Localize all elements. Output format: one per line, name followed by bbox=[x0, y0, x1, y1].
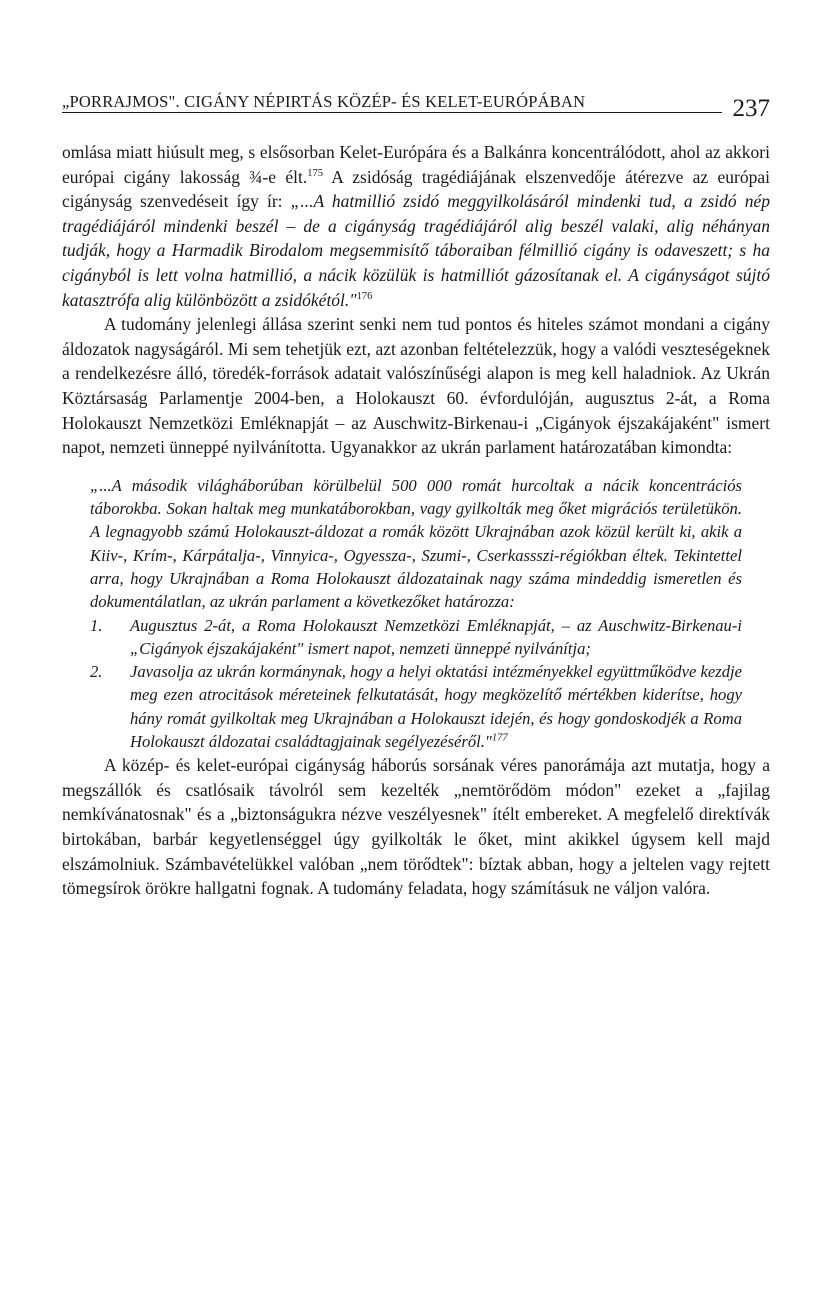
header-rule bbox=[62, 112, 722, 113]
paragraph-2: A tudomány jelenlegi állása szerint senki nem tud pontos és hiteles számot mondani a cigány áldozatok nagyságáról. Mi sem tehetjük ezt, azt azonban feltételezzük, hogy a valódi veszteségeknek a rendelkezésre álló, töredék-források adatait valószínűségi alapon is meg kell haladniok. Az Ukrán Köztársaság Parlamentje 2004-ben, a Holokauszt 60. évfordulóján, augusztus 2-át, a Roma Holokauszt Nemzetközi Emléknapját – az Auschwitz-Birkenau-i „Cigányok éjszakájaként" ismert napot, nemzeti ünneppé nyilvánította. Ugyanakkor az ukrán parlament határozatában kimondta: bbox=[62, 314, 770, 458]
paragraph-1 bbox=[62, 140, 770, 312]
list-item-number: 1. bbox=[90, 615, 103, 635]
running-title: „PORRAJMOS". CIGÁNY NÉPIRTÁS KÖZÉP- ÉS KELET-EURÓPÁBAN bbox=[62, 92, 586, 111]
quotation-list-item bbox=[90, 614, 742, 661]
page-header bbox=[62, 88, 770, 124]
paragraph-1-text-cont: A zsidóság tragédiájának elszenvedője átérezve az európai cigányság szenvedéseit így ír: bbox=[62, 166, 770, 212]
list-item-text: Javasolja az ukrán kormánynak, hogy a helyi oktatási intézményekkel együttműködve kezdje meg ezen atrocitások méreteinek felkutatását, hogy megközelítő mértékben kiderítse, hogy hány romát gyilkoltak meg Ukrajnában a Holokauszt idején, és hogy gondoskodjék a Roma Holokauszt áldozatai családtagjainak segélyezéséről." bbox=[130, 662, 742, 751]
page-body bbox=[62, 140, 770, 901]
quotation-list bbox=[90, 614, 742, 754]
page-number: 237 bbox=[732, 95, 770, 122]
paragraph-3: A közép- és kelet-európai cigányság háborús sorsának véres panorámája azt mutatja, hogy a megszállók és csatlósaik távolról sem kezelték „nemtörődöm módon" ezeket a „fajilag nemkívánatosnak" és a „biztonságukra nézve veszélyesnek" ítélt embereket. A megfelelő direktívák birtokában, barbár kegyetlenséggel úgy gyilkolták le őket, mint akikkel úgysem kell majd elszámolniuk. Számbavételükkel valóban „nem törődtek": bíztak abban, hogy a jeltelen vagy rejtett tömegsírok örökre hallgatni fognak. A tudomány feladata, hogy számításuk ne váljon valóra. bbox=[62, 755, 770, 899]
list-item-text: Augusztus 2-át, a Roma Holokauszt Nemzetközi Emléknapját, – az Auschwitz-Birkenau-i „Cigányok éjszakájaként" ismert napot, nemzeti ünneppé nyilvánítja; bbox=[130, 615, 742, 658]
paragraph-1-text: omlása miatt hiúsult meg, s elsősorban Kelet-Európára és a Balkánra koncentrálódott, ahol az akkori európai cigány lakosság ¾-e élt. bbox=[62, 142, 770, 187]
list-item-number: 2. bbox=[90, 662, 103, 682]
quotation-intro: „...A második világháborúban körülbelül 500 000 romát hurcoltak a nácik koncentrációs táborokba. Sokan haltak meg munkatáborokban, vagy gyilkolták meg őket migrációs területükön. A legnagyobb számú Holokauszt-áldozat a romák között Ukrajnában azok közül került ki, akik a Kiiv-, Krím-, Kárpátalja-, Vinnyica-, Ogyessza-, Szumi-, Cserkassszi-régiókban éltek. Tekintettel arra, hogy Ukrajnában a Roma Holokauszt áldozatainak nagy száma mindeddig ismeretlen és dokumentálatlan, az ukrán parlament a következőket határozza: bbox=[90, 475, 742, 612]
footnote-ref-177: 177 bbox=[491, 732, 508, 744]
footnote-ref-176: 176 bbox=[356, 290, 373, 302]
inline-quotation: „...A hatmillió zsidó meggyilkolásáról mindenki tud, a zsidó nép tragédiájáról mindenki beszél – de a cigányság tragédiájáról alig beszél valaki, alig néhányan tudják, hogy a Harmadik Birodalom megsemmisítő táboraiban félmillió cigány is odaveszett; s ha cigányból is lett volna hatmillió, a nácik közülük is hatmilliót gázosítanak el. A cigányságot sújtó katasztrófa alig különbözött a zsidókétól." bbox=[62, 191, 770, 310]
footnote-ref-175: 175 bbox=[307, 167, 323, 179]
quotation-list-item bbox=[90, 660, 742, 753]
block-quotation bbox=[90, 474, 742, 754]
